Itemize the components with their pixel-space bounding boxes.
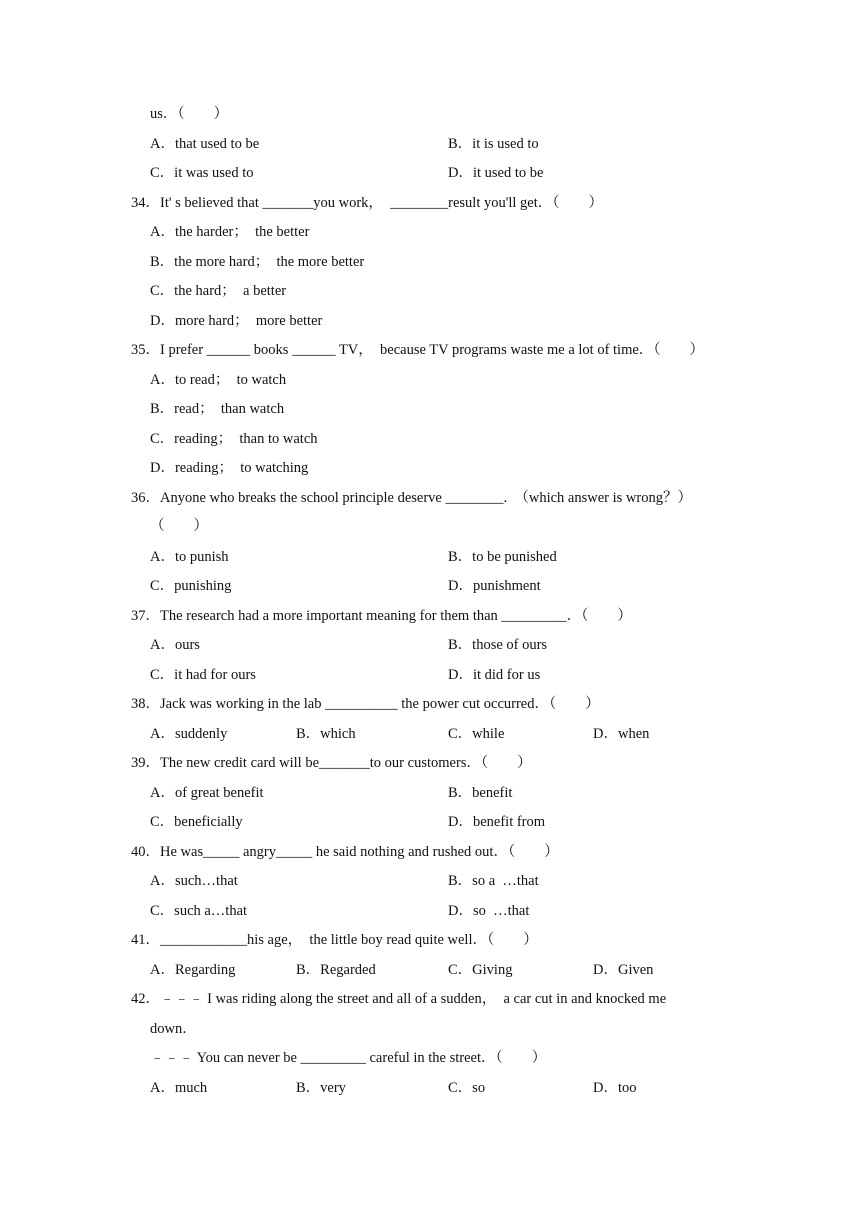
option-41-b: B．Regarded [296,962,376,978]
option-38-b: B．which [296,726,356,742]
question-36: 36．Anyone who breaks the school principle deserve ________. （which answer is wrong？） [131,490,692,506]
option-42-b: B．very [296,1080,346,1096]
option-40-c: C．such a…that [150,903,248,919]
option-39-c: C．beneficially [150,814,243,830]
option-37-d: D．it did for us [448,667,541,683]
question-41: 41．____________his age， the little boy read quite well．（ ） [131,932,538,948]
option-37-b: B．those of ours [448,637,548,653]
option-42-c: C．so [448,1080,486,1096]
option-36-c: C．punishing [150,578,232,594]
option-37-a: A．ours [150,637,200,653]
option-33-b: B．it is used to [448,136,539,152]
option-42-d: D．too [593,1080,637,1096]
option-38-d: D．when [593,726,650,742]
option-36-a: A．to punish [150,549,229,565]
option-35-d: D．reading； to watching [150,460,309,476]
question-42-continuation: down． [150,1021,197,1037]
option-37-c: C．it had for ours [150,667,256,683]
option-39-d: D．benefit from [448,814,546,830]
option-40-a: A．such…that [150,873,238,889]
option-39-a: A．of great benefit [150,785,264,801]
question-39: 39．The new credit card will be_______to our customers．（ ） [131,755,532,771]
question-40: 40．He was_____ angry_____ he said nothing and rushed out．（ ） [131,844,559,860]
option-33-a: A．that used to be [150,136,260,152]
option-34-d: D．more hard； more better [150,313,323,329]
option-34-c: C．the hard； a better [150,283,287,299]
option-39-b: B．benefit [448,785,513,801]
option-42-a: A．much [150,1080,208,1096]
option-35-b: B．read； than watch [150,401,285,417]
option-36-b: B．to be punished [448,549,557,565]
option-35-a: A．to read； to watch [150,372,287,388]
question-42: 42．﹣﹣﹣ I was riding along the street and all of a sudden， a car cut in and knocked me [131,991,667,1007]
option-41-d: D．Given [593,962,654,978]
question-36-continuation: （ ） [150,518,208,534]
question-34: 34．It' s believed that _______you work， ________result you'll get．（ ） [131,195,603,211]
option-38-a: A．suddenly [150,726,228,742]
option-41-a: A．Regarding [150,962,236,978]
option-40-b: B．so a …that [448,873,539,889]
question-33-continuation: us．（ ） [150,106,229,122]
option-41-c: C．Giving [448,962,513,978]
option-34-b: B．the more hard； the more better [150,254,365,270]
option-35-c: C．reading； than to watch [150,431,318,447]
question-38: 38．Jack was working in the lab __________ the power cut occurred．（ ） [131,696,600,712]
option-40-d: D．so …that [448,903,530,919]
option-36-d: D．punishment [448,578,541,594]
question-42-reply: ﹣﹣﹣ You can never be _________ careful in the street．（ ） [150,1050,547,1066]
option-34-a: A．the harder； the better [150,224,310,240]
question-37: 37．The research had a more important meaning for them than _________．（ ） [131,608,632,624]
option-33-d: D．it used to be [448,165,544,181]
question-35: 35．I prefer ______ books ______ TV， because TV programs waste me a lot of time．（ ） [131,342,705,358]
option-38-c: C．while [448,726,505,742]
option-33-c: C．it was used to [150,165,254,181]
